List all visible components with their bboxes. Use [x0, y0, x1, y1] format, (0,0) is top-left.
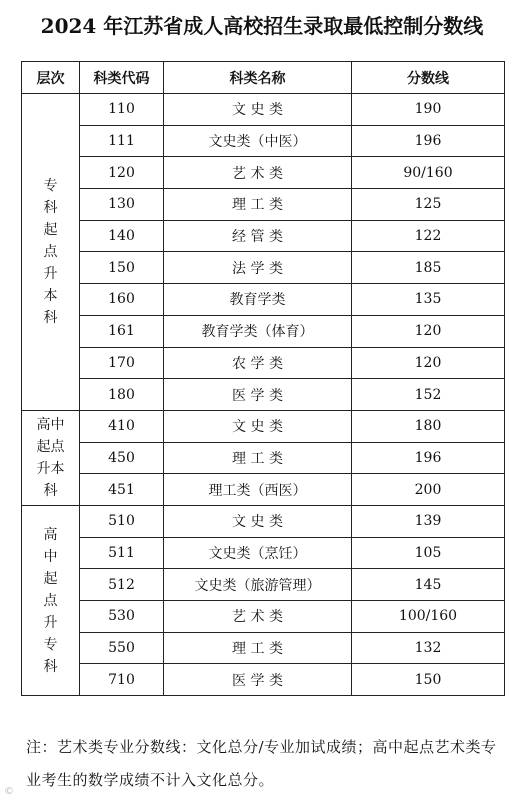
- watermark-logo: ©: [4, 786, 14, 797]
- table-row: [22, 252, 505, 284]
- header-score: 分数线: [352, 62, 505, 94]
- code-cell: 512: [80, 569, 164, 601]
- level-label-char: 科: [43, 199, 58, 216]
- category-cell: 法 学 类: [164, 252, 352, 284]
- level-label-char: 高中: [36, 416, 65, 433]
- category-cell: 医 学 类: [164, 379, 352, 411]
- score-cell: 145: [352, 569, 505, 601]
- level-label-char: 升: [43, 265, 58, 282]
- category-cell: 农 学 类: [164, 347, 352, 379]
- table-body: [22, 94, 505, 696]
- score-cell: 120: [352, 315, 505, 347]
- header-code: 科类代码: [80, 62, 164, 94]
- level-label-char: 起: [43, 570, 58, 587]
- category-cell: 艺 术 类: [164, 157, 352, 189]
- category-cell: 文史类（中医）: [164, 125, 352, 157]
- category-cell: 文 史 类: [164, 94, 352, 126]
- category-cell: 医 学 类: [164, 664, 352, 696]
- header-category: 科类名称: [164, 62, 352, 94]
- table-row: [22, 315, 505, 347]
- code-cell: 710: [80, 664, 164, 696]
- category-cell: 艺 术 类: [164, 601, 352, 633]
- score-cell: 125: [352, 189, 505, 221]
- level-label-char: 科: [43, 658, 58, 675]
- category-cell: 经 管 类: [164, 220, 352, 252]
- score-table: [21, 61, 505, 696]
- table-row: [22, 505, 505, 537]
- table-row: [22, 474, 505, 506]
- table-row: [22, 347, 505, 379]
- level-cell: [22, 94, 80, 411]
- table-row: [22, 94, 505, 126]
- level-label-char: 起点: [36, 438, 65, 455]
- level-label-char: 升本: [36, 460, 65, 477]
- table-row: [22, 379, 505, 411]
- level-label-char: 点: [43, 243, 58, 260]
- code-cell: 130: [80, 189, 164, 221]
- score-cell: 120: [352, 347, 505, 379]
- level-cell: [22, 410, 80, 505]
- level-label-char: 科: [43, 309, 58, 326]
- table-row: [22, 664, 505, 696]
- table-row: [22, 220, 505, 252]
- table-row: [22, 537, 505, 569]
- score-cell: 100/160: [352, 601, 505, 633]
- page-title: 2024 年江苏省成人高校招生录取最低控制分数线: [40, 14, 484, 38]
- table-row: [22, 601, 505, 633]
- table-row: [22, 569, 505, 601]
- table-row: [22, 410, 505, 442]
- score-cell: 152: [352, 379, 505, 411]
- level-cell: [22, 505, 80, 695]
- code-cell: 140: [80, 220, 164, 252]
- level-label-char: 科: [43, 482, 58, 499]
- code-cell: 120: [80, 157, 164, 189]
- code-cell: 150: [80, 252, 164, 284]
- category-cell: 文 史 类: [164, 505, 352, 537]
- category-cell: 理工类（西医）: [164, 474, 352, 506]
- footnote: 注：艺术类专业分数线：文化总分/专业加试成绩；高中起点艺术类专业考生的数学成绩不计入文化总分。: [26, 738, 497, 789]
- level-label-char: 中: [43, 548, 58, 565]
- code-cell: 110: [80, 94, 164, 126]
- table-row: [22, 632, 505, 664]
- code-cell: 180: [80, 379, 164, 411]
- table-row: [22, 157, 505, 189]
- category-cell: 理 工 类: [164, 189, 352, 221]
- score-cell: 200: [352, 474, 505, 506]
- category-cell: 理 工 类: [164, 442, 352, 474]
- code-cell: 450: [80, 442, 164, 474]
- level-label-char: 专: [43, 177, 58, 194]
- code-cell: 161: [80, 315, 164, 347]
- category-cell: 文史类（烹饪）: [164, 537, 352, 569]
- code-cell: 511: [80, 537, 164, 569]
- code-cell: 160: [80, 284, 164, 316]
- category-cell: 教育学类: [164, 284, 352, 316]
- code-cell: 451: [80, 474, 164, 506]
- category-cell: 文 史 类: [164, 410, 352, 442]
- score-cell: 196: [352, 125, 505, 157]
- score-cell: 139: [352, 505, 505, 537]
- code-cell: 510: [80, 505, 164, 537]
- score-cell: 180: [352, 410, 505, 442]
- table-row: [22, 125, 505, 157]
- score-cell: 132: [352, 632, 505, 664]
- level-label-char: 本: [43, 287, 58, 304]
- level-label-char: 高: [43, 526, 58, 543]
- category-cell: 教育学类（体育）: [164, 315, 352, 347]
- score-cell: 122: [352, 220, 505, 252]
- score-cell: 185: [352, 252, 505, 284]
- score-cell: 105: [352, 537, 505, 569]
- table-header-row: [22, 62, 505, 94]
- score-cell: 90/160: [352, 157, 505, 189]
- code-cell: 410: [80, 410, 164, 442]
- table-row: [22, 189, 505, 221]
- category-cell: 文史类（旅游管理）: [164, 569, 352, 601]
- code-cell: 170: [80, 347, 164, 379]
- code-cell: 111: [80, 125, 164, 157]
- category-cell: 理 工 类: [164, 632, 352, 664]
- score-cell: 196: [352, 442, 505, 474]
- level-label-char: 点: [43, 592, 58, 609]
- score-cell: 135: [352, 284, 505, 316]
- table-row: [22, 284, 505, 316]
- code-cell: 550: [80, 632, 164, 664]
- code-cell: 530: [80, 601, 164, 633]
- score-cell: 150: [352, 664, 505, 696]
- level-label-char: 起: [43, 221, 58, 238]
- header-level: 层次: [22, 62, 80, 94]
- level-label-char: 专: [43, 636, 58, 653]
- level-label-char: 升: [43, 614, 58, 631]
- table-row: [22, 442, 505, 474]
- score-cell: 190: [352, 94, 505, 126]
